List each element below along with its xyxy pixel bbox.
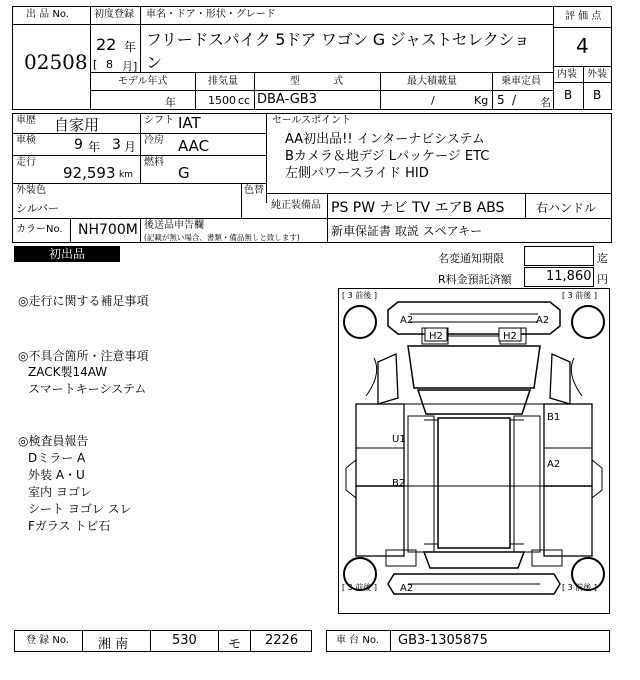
exterior-color-value: シルバー	[16, 202, 59, 215]
steering-value: 右ハンドル	[536, 201, 597, 215]
car-name-label: 車名・ドア・形状・グレード	[146, 9, 276, 20]
front-bumper-outline	[388, 302, 560, 334]
first-reg-month: 8	[106, 58, 113, 71]
lot-label: 出 品 No.	[26, 9, 69, 20]
mileage-label: 走行	[16, 157, 36, 168]
damage-mark: A2	[400, 315, 414, 326]
registration-label: 登 録 No.	[26, 635, 69, 646]
model-year-unit: 年	[165, 96, 176, 109]
rating-label: 評 価 点	[565, 11, 602, 22]
inspection-year-unit: 年	[88, 140, 101, 154]
interior-label: 内装	[557, 69, 577, 80]
aftermarket-value: 新車保証書 取説 スペアキー	[331, 224, 483, 238]
roof-outline	[438, 418, 510, 548]
diagram-corner-label: [ 3 前後 ]	[342, 583, 377, 592]
damage-mark: B1	[547, 412, 561, 423]
inspection-label: 車検	[16, 135, 36, 146]
max-load-sep: /	[431, 94, 435, 107]
fuel-label: 燃料	[144, 157, 164, 168]
capacity-sep: /	[512, 93, 517, 107]
title-deadline-box	[524, 246, 594, 266]
exterior-grade: B	[593, 88, 602, 102]
damage-mark: A2	[400, 583, 414, 594]
aftermarket-label: 後送品申告欄	[144, 220, 204, 231]
windshield-outline	[418, 390, 530, 414]
sales-points-label: セールスポイント	[272, 115, 352, 126]
model-label: 型 式	[290, 76, 344, 87]
displacement-unit: cc	[238, 94, 251, 107]
fuel-value: G	[178, 164, 190, 182]
aftermarket-note: (記載が無い場合、書類・備品無しと致します)	[144, 233, 300, 242]
left-side-panel	[356, 404, 404, 486]
inspector-item: シート ヨゴレ スレ	[28, 502, 132, 516]
inspector-item: 外装 A・U	[28, 468, 85, 482]
exterior-label: 外装	[587, 69, 607, 80]
recycle-unit: 円	[597, 273, 608, 286]
ac-value: AAC	[178, 137, 210, 155]
inspector-item: Fガラス トビ石	[28, 519, 111, 533]
registration-class: 530	[172, 633, 197, 648]
damage-mark: A2	[547, 459, 561, 470]
car-name-line1: フリードスパイク 5ドア ワゴン G ジャストセレクショ	[146, 30, 530, 49]
lot-number: 02508	[24, 50, 88, 74]
rear-window-outline	[424, 552, 524, 568]
chassis-label: 車 台 No.	[336, 635, 379, 646]
title-deadline-label: 名変通知期限	[438, 252, 504, 265]
color-no-label: カラーNo.	[16, 224, 63, 235]
rating-score: 4	[576, 34, 589, 58]
registration-number: 2226	[265, 633, 299, 648]
model-value: DBA-GB3	[257, 92, 317, 107]
title-deadline-unit: 迄	[597, 252, 608, 265]
sales-point-line: Bカメラ＆地デジ Lパッケージ ETC	[285, 149, 490, 164]
equipment-value: PS PW ナビ TV エアB ABS	[331, 200, 505, 216]
shift-value: IAT	[178, 114, 201, 132]
exterior-color-label: 外装色	[16, 185, 46, 196]
defect-item: スマートキーシステム	[28, 382, 147, 396]
damage-mark: B2	[392, 478, 406, 489]
equipment-label: 純正装備品	[271, 200, 321, 211]
inspection-year: 9	[74, 137, 83, 153]
damage-mark: H2	[503, 331, 517, 342]
registration-region: 湘 南	[98, 637, 129, 652]
mileage-unit: km	[119, 170, 133, 180]
inspection-month: 3	[112, 137, 121, 153]
diagram-corner-label: [ 3 前後 ]	[562, 291, 597, 300]
recycle-value: 11,860	[546, 269, 592, 284]
damage-mark: U1	[392, 434, 406, 445]
model-year-label: モデル年式	[118, 76, 168, 87]
history-label: 車歴	[16, 115, 36, 126]
first-listing-tag: 初出品	[14, 246, 120, 262]
capacity-unit: 名	[540, 96, 551, 109]
defect-item: ZACK製14AW	[28, 365, 108, 379]
car-name-line2: ン	[146, 53, 163, 72]
chassis-value: GB3-1305875	[398, 633, 488, 648]
color-change-label: 色替	[244, 185, 264, 196]
ac-label: 冷房	[144, 135, 164, 146]
inspection-month-unit: 月	[124, 140, 137, 154]
capacity-label: 乗車定員	[501, 76, 541, 87]
damage-mark: H2	[429, 331, 443, 342]
history-value: 自家用	[54, 116, 100, 134]
sales-point-line: AA初出品!! インターナビシステム	[285, 132, 485, 147]
damage-diagram	[338, 288, 610, 614]
max-load-unit: Kg	[474, 94, 489, 107]
inspector-item: Dミラー A	[28, 451, 86, 465]
first-reg-label: 初度登録	[94, 9, 134, 20]
capacity-value: 5	[497, 93, 505, 107]
registration-kana: モ	[228, 637, 242, 652]
tire-icon	[344, 306, 376, 338]
tire-icon	[572, 306, 604, 338]
first-reg-year-unit: 年	[124, 40, 137, 54]
diagram-corner-label: [ 3 前後 ]	[342, 291, 377, 300]
diagram-corner-label: [ 3 前後 ]	[562, 583, 597, 592]
displacement-value: 1500	[208, 94, 236, 107]
max-load-label: 最大積載量	[407, 76, 457, 87]
shift-label: シフト	[144, 115, 174, 126]
recycle-label: R料金預託済額	[438, 273, 512, 286]
defects-header: ◎不具合箇所・注意事項	[18, 349, 149, 363]
mileage-value: 92,593	[63, 164, 116, 182]
color-no-value: NH700M	[78, 222, 138, 238]
driving-notes-header: ◎走行に関する補足事項	[18, 294, 149, 308]
inspector-item: 室内 ヨゴレ	[28, 485, 92, 499]
first-reg-month-unit: 月]	[122, 60, 138, 73]
inspector-header: ◎検査員報告	[18, 434, 89, 448]
interior-grade: B	[564, 88, 573, 102]
first-reg-year: 22	[96, 35, 117, 54]
hood-outline	[408, 346, 540, 388]
damage-mark: A2	[536, 315, 550, 326]
sales-point-line: 左側パワースライド HID	[285, 166, 429, 181]
displacement-label: 排気量	[208, 76, 238, 87]
first-reg-month-open: [	[93, 58, 98, 71]
